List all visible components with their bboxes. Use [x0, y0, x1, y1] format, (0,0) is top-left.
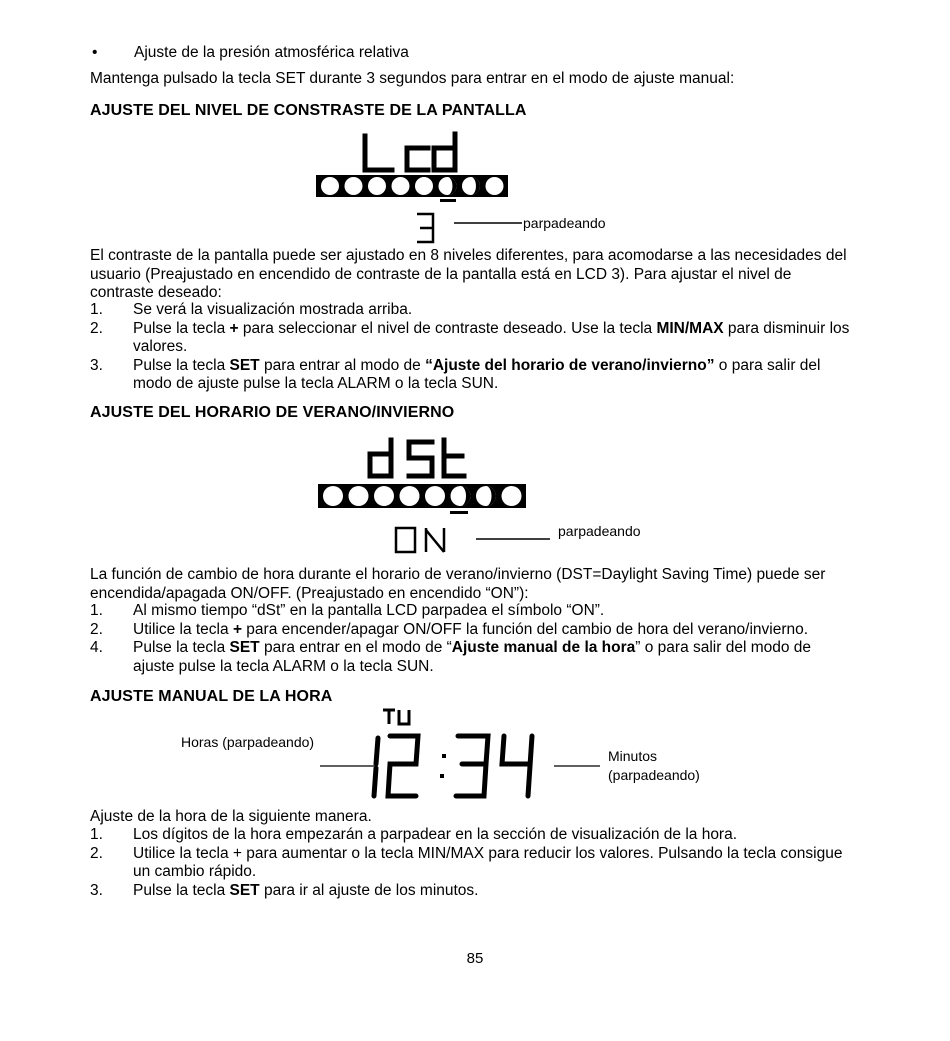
contrast-description: El contraste de la pantalla puede ser ajustado en 8 niveles diferentes, para acomodarse a las necesidades del usuario (Preajustado en encendido de contraste de la pantalla está en LCD 3). Para ajustar el nivel de contraste deseado: [90, 247, 847, 301]
heading-dst: AJUSTE DEL HORARIO DE VERANO/INVIERNO [90, 404, 455, 421]
moon-icon [321, 177, 339, 195]
list-item: 4. Pulse la tecla SET para entrar en el modo de “Ajuste manual de la hora” o para salir del modo de ajuste pulse la tecla ALARM o la tecla SUN. [90, 639, 812, 675]
contrast-steps [90, 301, 850, 394]
lcd-time-display [310, 704, 730, 808]
moon-icon [374, 486, 394, 506]
moon-icon [345, 177, 363, 195]
blink-label-dst: parpadeando [558, 523, 641, 539]
heading-contrast: AJUSTE DEL NIVEL DE CONSTRASTE DE LA PANTALLA [90, 102, 527, 119]
time-steps [90, 826, 850, 900]
lcd-contrast-readout: Lcd [310, 128, 312, 129]
hours-label: Horas (parpadeando) [181, 734, 315, 750]
minutes-segments [456, 736, 532, 796]
heading-time: AJUSTE MANUAL DE LA HORA [90, 688, 333, 705]
moon-icon [400, 486, 420, 506]
intro-instruction: Mantenga pulsado la tecla SET durante 3 segundos para entrar en el modo de ajuste manual: [90, 70, 735, 87]
dst-indicator-mark [450, 511, 468, 514]
lcd-text-segments [365, 134, 455, 170]
dst-steps [90, 602, 850, 676]
blink-label-contrast: parpadeando [523, 215, 606, 231]
lcd-dst-display [310, 432, 650, 560]
list-item: 2. Utilice la tecla + para aumentar o la tecla MIN/MAX para reducir los valores. Pulsando la tecla consigue un cambio rápido. [90, 844, 843, 880]
moon-icon [392, 177, 410, 195]
moon-icon [415, 177, 433, 195]
colon-segments [440, 754, 446, 778]
list-item: 1. Se verá la visualización mostrada arriba. [90, 301, 413, 318]
lcd-value-digit [417, 214, 433, 242]
minutes-label-line1: Minutos [608, 748, 658, 764]
contrast-indicator-mark [440, 199, 456, 202]
moon-icon [323, 486, 343, 506]
list-item: 1. Los dígitos de la hora empezarán a parpadear en la sección de visualización de la hora. [90, 826, 738, 843]
list-item: 2. Pulse la tecla + para seleccionar el nivel de contraste deseado. Use la tecla MIN/MAX para disminuir los valores. [90, 319, 850, 355]
moon-icon [486, 177, 504, 195]
list-item: 3. Pulse la tecla SET para ir al ajuste de los minutos. [90, 881, 479, 899]
dst-description: La función de cambio de hora durante el horario de verano/invierno (DST=Daylight Saving Time) puede ser encendida/apagada ON/OFF. (Preajustado en encendido “ON”): [90, 566, 826, 602]
bullet-text: Ajuste de la presión atmosférica relativa [134, 44, 409, 61]
bullet-icon: • [92, 44, 98, 61]
lcd-on-segments [396, 528, 444, 552]
hours-segments [374, 736, 418, 796]
minutes-label-line2: (parpadeando) [608, 767, 700, 783]
moon-icon [368, 177, 386, 195]
lcd-text-segments [370, 440, 464, 476]
moon-icon [425, 486, 445, 506]
list-item: 1. Al mismo tiempo “dSt” en la pantalla LCD parpadea el símbolo “ON”. [90, 602, 605, 619]
moon-icon [349, 486, 369, 506]
moon-icon [502, 486, 522, 506]
page-number: 85 [466, 950, 484, 967]
list-item: 3. Pulse la tecla SET para entrar al modo de “Ajuste del horario de verano/invierno” o para salir del modo de ajuste pulse la tecla ALARM o la tecla SUN. [90, 356, 821, 392]
weekday-segments [383, 710, 409, 724]
time-description: Ajuste de la hora de la siguiente manera. [90, 808, 372, 825]
list-item: 2. Utilice la tecla + para encender/apagar ON/OFF la función del cambio de hora del verano/invierno. [90, 620, 809, 638]
